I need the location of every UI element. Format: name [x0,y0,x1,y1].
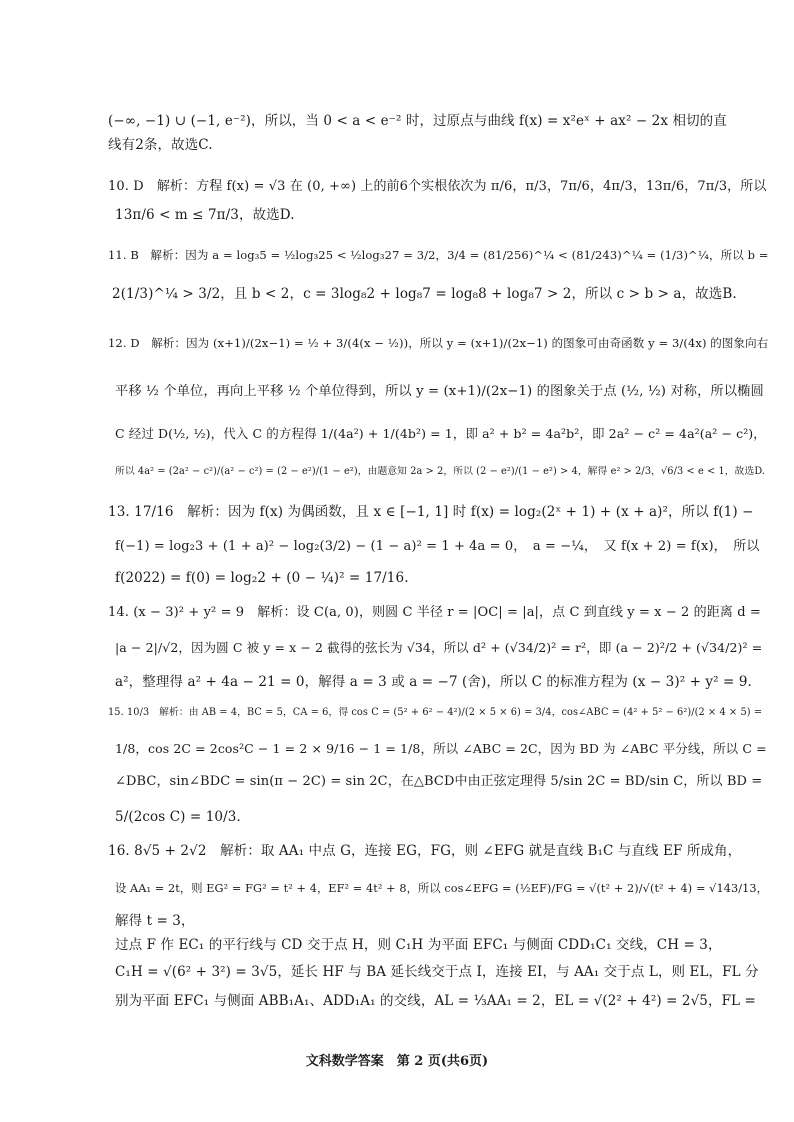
text-line-2: 线有2条，故选C. [108,137,213,153]
page-footer: 文科数学答案 第 2 页(共6页) [305,1054,489,1069]
text-line-21: 16. 8√5 + 2√2 解析：取 AA₁ 中点 G，连接 EG，FG，则 ∠EFG 就是直线 B₁C 与直线 EF 所成角， [108,843,742,859]
text-line-22: 设 AA₁ = 2t，则 EG² = FG² = t² + 4，EF² = 4t² + 8，所以 cos∠EFG = (½EF)/FG = √(t² + 2)/√(t² + 4) = √143/13， [115,882,768,895]
text-line-10: 所以 4a² = (2a² − c²)/(a² − c²) = (2 − e²)/(1 − e²)，由题意知 2a > 2，所以 (2 − e²)/(1 − e²) > 4，解得 e² > 2/3，√6/3 < e < 1，故选D. [115,466,766,477]
text-line-1: (−∞, −1) ∪ (−1, e⁻²)，所以，当 0 < a < e⁻² 时，过原点与曲线 f(x) = x²eˣ + ax² − 2x 相切的直 [108,113,727,129]
text-line-13: f(2022) = f(0) = log₂2 + (0 − ¼)² = 17/16. [115,570,409,586]
text-line-26: 别为平面 EFC₁ 与侧面 ABB₁A₁、ADD₁A₁ 的交线，AL = ⅓AA₁ = 2，EL = √(2² + 4²) = 2√5，FL = [115,993,756,1009]
text-line-4: 13π/6 < m ≤ 7π/3，故选D. [115,207,295,223]
text-line-17: 15. 10/3 解析：由 AB = 4，BC = 5，CA = 6，得 cos C = (5² + 6² − 4²)/(2 × 5 × 6) = 3/4，cos∠ABC = (4² + 5² − 6²)/(2 × 4 × 5) = [108,707,763,718]
text-line-5: 11. B 解析：因为 a = log₃5 = ½log₃25 < ½log₃27 = 3/2，3/4 = (81/256)^¼ < (81/243)^¼ = (1/3)^¼，所以 b = [108,248,769,262]
text-line-18: 1/8，cos 2C = 2cos²C − 1 = 2 × 9/16 − 1 = 1/8，所以 ∠ABC = 2C，因为 BD 为 ∠ABC 平分线，所以 C = [115,741,767,756]
text-line-24: 过点 F 作 EC₁ 的平行线与 CD 交于点 H，则 C₁H 为平面 EFC₁ 与侧面 CDD₁C₁ 交线，CH = 3， [115,937,722,953]
text-line-16: a²，整理得 a² + 4a − 21 = 0，解得 a = 3 或 a = −7 (舍)，所以 C 的标准方程为 (x − 3)² + y² = 9. [115,674,752,690]
text-line-14: 14. (x − 3)² + y² = 9 解析：设 C(a, 0)，则圆 C 半径 r = |OC| = |a|，点 C 到直线 y = x − 2 的距离 d = [108,605,761,620]
text-line-12: f(−1) = log₂3 + (1 + a)² − log₂(3/2) − (1 − a)² = 1 + 4a = 0， a = −¼， 又 f(x + 2) = f(x)， 所以 [115,539,760,554]
text-line-7: 12. D 解析：因为 (x+1)/(2x−1) = ½ + 3/(4(x − ½))，所以 y = (x+1)/(2x−1) 的图象可由奇函数 y = 3/(4x) 的图象向右 [108,336,769,350]
text-line-6: 2(1/3)^¼ > 3/2，且 b < 2，c = 3log₈2 + log₈7 = log₈8 + log₈7 > 2，所以 c > b > a，故选B. [112,286,737,302]
text-line-3: 10. D 解析：方程 f(x) = √3 在 (0, +∞) 上的前6个实根依次为 π/6，π/3，7π/6，4π/3，13π/6，7π/3，所以 [108,179,767,194]
text-line-25: C₁H = √(6² + 3²) = 3√5，延长 HF 与 BA 延长线交于点 I，连接 EI，与 AA₁ 交于点 L，则 EL，FL 分 [115,964,759,980]
text-line-23: 解得 t = 3， [115,913,195,929]
text-line-20: 5/(2cos C) = 10/3. [115,809,241,825]
text-line-9: C 经过 D(½, ½)，代入 C 的方程得 1/(4a²) + 1/(4b²) = 1，即 a² + b² = 4a²b²，即 2a² − c² = 4a²(a² − c²)， [115,426,766,441]
text-line-15: |a − 2|/√2，因为圆 C 被 y = x − 2 截得的弦长为 √34，所以 d² + (√34/2)² = r²，即 (a − 2)²/2 + (√34/2)² = [115,640,763,655]
text-line-19: ∠DBC，sin∠BDC = sin(π − 2C) = sin 2C，在△BCD中由正弦定理得 5/sin 2C = BD/sin C，所以 BD = [115,774,763,789]
text-line-8: 平移 ½ 个单位，再向上平移 ½ 个单位得到，所以 y = (x+1)/(2x−1) 的图象关于点 (½, ½) 对称，所以椭圆 [115,384,764,399]
text-line-11: 13. 17/16 解析：因为 f(x) 为偶函数，且 x ∈ [−1, 1] 时 f(x) = log₂(2ˣ + 1) + (x + a)²，所以 f(1) − [108,504,754,520]
